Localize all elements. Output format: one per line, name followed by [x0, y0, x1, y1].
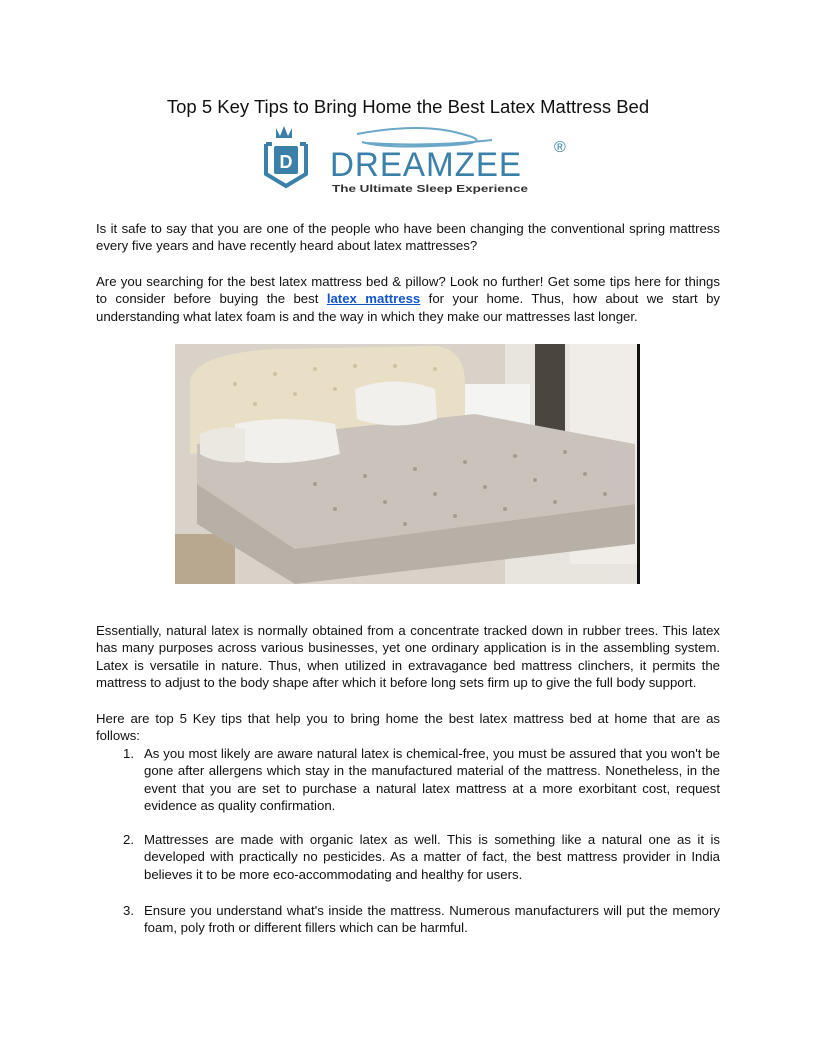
- svg-text:®: ®: [554, 139, 566, 156]
- list-item: 2. Mattresses are made with organic latex as well. This is something like a natural one as it is developed with practically no pesticides. As a matter of fact, the best mattress provider in India believes it to be more eco-accommodating and healthy for users.: [123, 832, 720, 882]
- tips-intro: Here are top 5 Key tips that help you to bring home the best latex mattress bed at home that are as follows:: [96, 711, 720, 744]
- crown-icon: [276, 126, 292, 138]
- list-item: 3. Ensure you understand what's inside the mattress. Numerous manufacturers will put the memory foam, poly froth or different fillers which can be harmful.: [123, 903, 720, 936]
- svg-text:D: D: [279, 152, 293, 172]
- intro-paragraph: Is it safe to say that you are one of the people who have been changing the conventional spring mattress every five years and have recently heard about latex mattresses?: [96, 221, 720, 254]
- list-item: 1. As you most likely are aware natural latex is chemical-free, you must be assured that you won't be gone after allergens which stay in the manufactured material of the mattress. Nonetheless, in the event that you are set to purchase a natural latex mattress at a more exorbitant cost, request evidence as quality confirmation.: [123, 746, 720, 813]
- mattress-bed-photo: [175, 344, 640, 584]
- latex-paragraph: Essentially, natural latex is normally obtained from a concentrate tracked down in rubber trees. This latex has many purposes across various businesses, yet one ordinary application is in the assembling system. Latex is versatile in nature. Thus, when utilized in extravagance bed mattress clinchers, it permits the mattress to adjust to the body shape after which it before long sets firm up to give the full body support.: [96, 623, 720, 690]
- svg-text:DREAMZEE: DREAMZEE: [330, 146, 522, 184]
- logo-graphic: [262, 122, 582, 196]
- dreamzee-logo: [262, 122, 582, 196]
- page-title: Top 5 Key Tips to Bring Home the Best Latex Mattress Bed: [166, 96, 650, 117]
- search-paragraph: Are you searching for the best latex mattress bed & pillow? Look no further! Get some tips here for things to consider before buying the best latex mattress for your home. Thus, how about we start by understanding what latex foam is and the way in which they make our mattresses last longer.: [96, 274, 721, 324]
- latex-mattress-link[interactable]: latex mattress: [326, 291, 421, 307]
- swoosh-icon: [357, 128, 492, 147]
- svg-text:The Ultimate Sleep Experience: The Ultimate Sleep Experience: [332, 184, 529, 195]
